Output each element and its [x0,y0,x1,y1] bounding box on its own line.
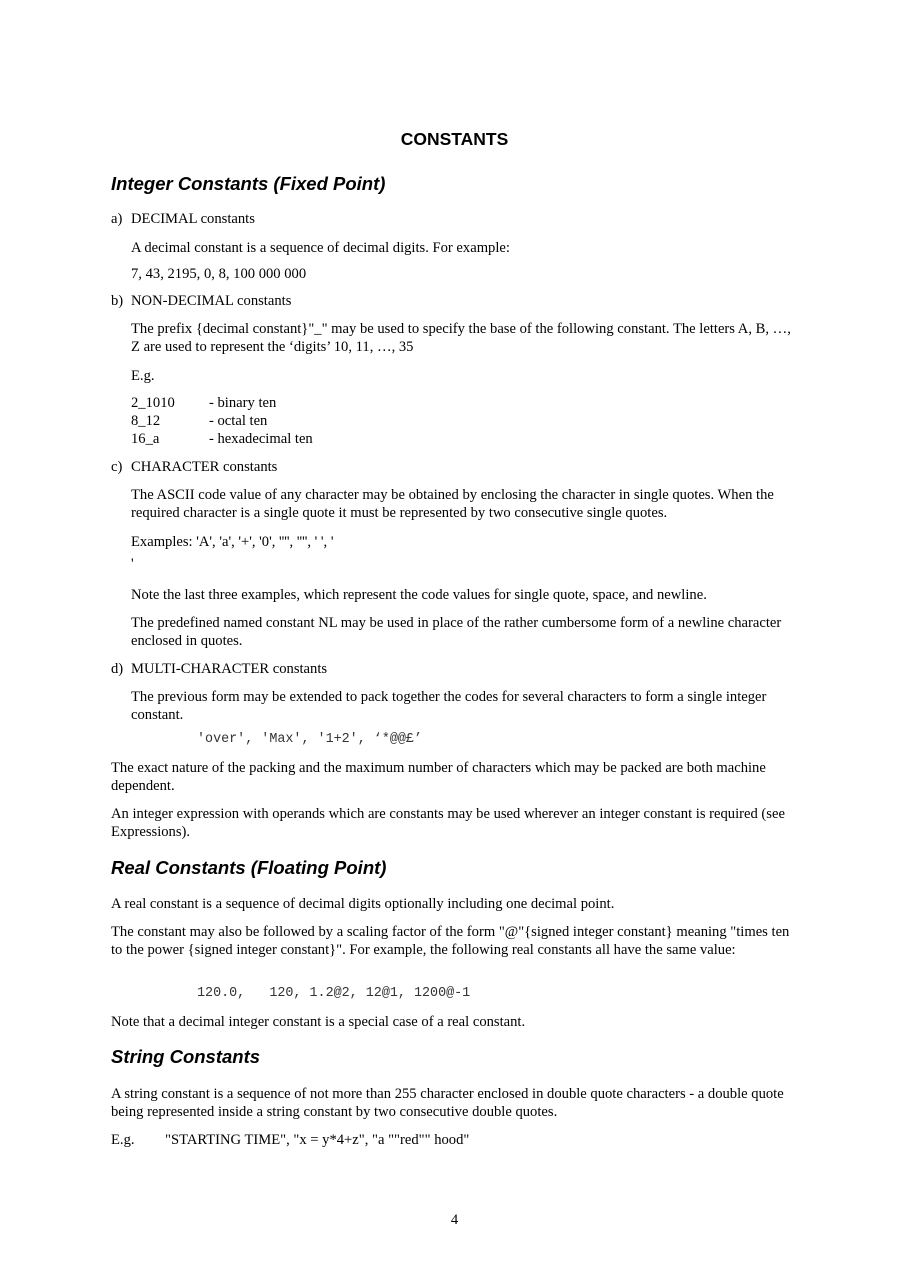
base-example-desc: - hexadecimal ten [209,431,313,447]
real-text-2: The constant may also be followed by a scaling factor of the form "@"{signed integer constant} meaning "times ten to the power {signed integer constant}". For example, the following real constants all have the same value: [111,924,790,958]
item-c-label: CHARACTER constants [131,459,278,475]
item-c-text: The ASCII code value of any character may be obtained by enclosing the character in single quotes. When the required character is a single quote it must be represented by two consecutive single quotes. [131,487,774,521]
string-text: A string constant is a sequence of not more than 255 character enclosed in double quote characters - a double quote being represented inside a string constant by two consecutive double quotes. [111,1086,784,1120]
base-example-value: 2_1010 [131,395,175,411]
item-b-eg: E.g. [131,368,155,384]
item-d-code: 'over', 'Max', '1+2', ‘*@@£’ [197,732,422,747]
item-b-label: NON-DECIMAL constants [131,293,292,309]
page-title: CONSTANTS [400,129,509,149]
base-example-value: 16_a [131,431,160,447]
item-c-examples: Examples: 'A', 'a', '+', '0', '''', '''', ' ', ' [131,534,334,550]
base-example-row [131,412,267,430]
base-example-value: 8_12 [131,413,161,429]
real-note: Note that a decimal integer constant is a special case of a real constant. [111,1014,526,1030]
string-example-row [111,1131,803,1149]
item-d-text: The previous form may be extended to pack together the codes for several characters to form a single integer constant. [131,689,767,723]
base-example-desc: - binary ten [209,395,277,411]
item-c-note: Note the last three examples, which represent the code values for single quote, space, and newline. [131,587,707,603]
item-a-example: 7, 43, 2195, 0, 8, 100 000 000 [131,266,307,282]
item-a-text: A decimal constant is a sequence of decimal digits. For example: [131,240,510,256]
heading-integer-constants: Integer Constants (Fixed Point) [111,173,386,194]
item-a-label: DECIMAL constants [131,211,255,227]
expression-note: An integer expression with operands which are constants may be used wherever an integer constant is required (see Expressions). [111,806,785,840]
heading-string-constants: String Constants [111,1046,261,1067]
string-examples: "STARTING TIME", "x = y*4+z", "a ""red"" hood" [165,1132,470,1148]
heading-real-constants: Real Constants (Floating Point) [111,857,387,878]
item-c-nl-note: The predefined named constant NL may be used in place of the rather cumbersome form of a newline character enclosed in quotes. [131,615,782,649]
base-example-row [131,430,313,448]
page-number: 4 [450,1212,459,1228]
real-text-1: A real constant is a sequence of decimal digits optionally including one decimal point. [111,896,615,912]
item-d-label: MULTI-CHARACTER constants [131,661,328,677]
packing-note: The exact nature of the packing and the maximum number of characters which may be packed are both machine dependent. [111,760,766,794]
item-b-marker: b) [111,293,124,309]
string-eg-label: E.g. [111,1132,135,1148]
base-example-desc: - octal ten [209,413,268,429]
base-example-row [131,394,276,412]
real-code: 120.0, 120, 1.2@2, 12@1, 1200@-1 [197,986,471,1001]
item-c-marker: c) [111,459,123,475]
item-a-marker: a) [111,211,123,227]
item-d-marker: d) [111,661,124,677]
item-b-text: The prefix {decimal constant}"_" may be used to specify the base of the following constant. The letters A, B, …, Z are used to represent the ‘digits’ 10, 11, …, 35 [131,321,791,355]
item-c-examples-cont: ' [131,556,134,572]
